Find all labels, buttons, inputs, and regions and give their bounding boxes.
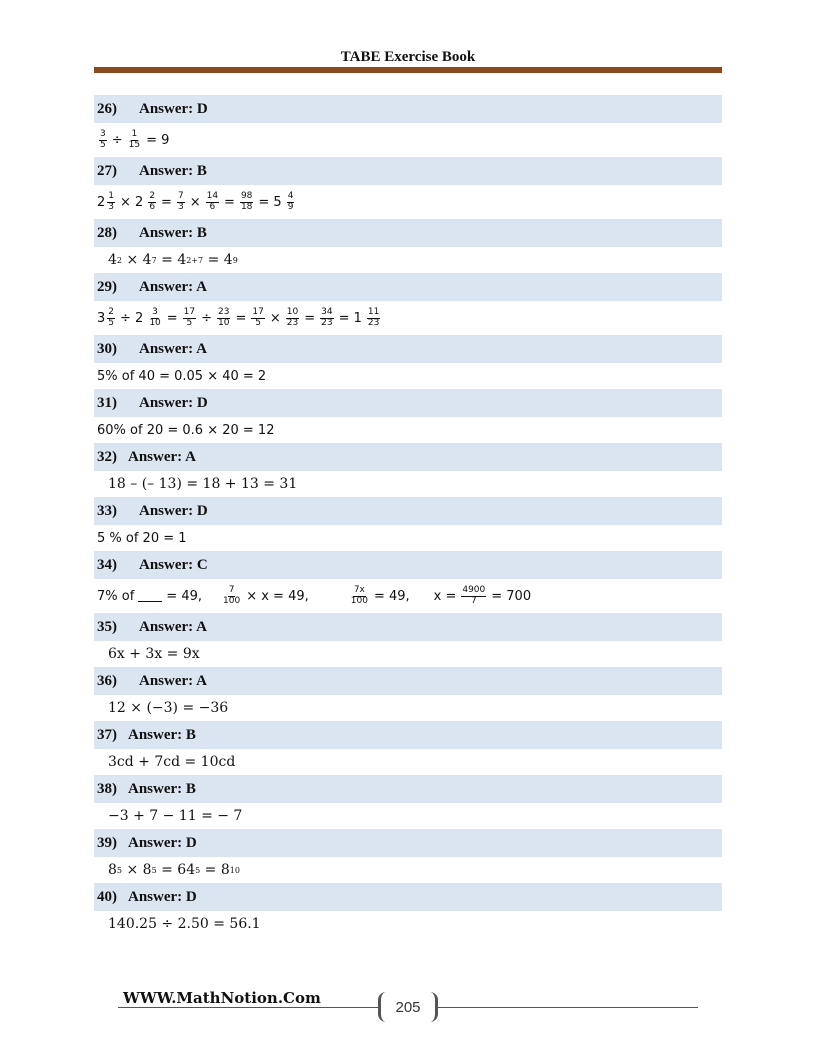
answer-40-bar [94, 883, 722, 911]
solution-40: 140.25 ÷ 2.50 = 56.1 [108, 916, 261, 932]
answer-31-bar [94, 389, 722, 417]
solution-29: 3 $\frac{2}{5}$ ÷ 2 $\frac{3}{10}$ = $\frac{17}{5}$ ÷ $\frac{23}{10}$ = $\frac{17}{5}$ × $\frac{10}{23}$ = $\frac{34}{23}$ = 1 $\frac{11}{23}$ [97, 307, 380, 328]
answer-key [94, 95, 722, 937]
answer-28-bar [94, 219, 722, 247]
answer-32-bar [94, 443, 722, 471]
answer-label: Answer: D [128, 834, 197, 851]
question-number: 35) [97, 618, 117, 635]
solution-30: 5% of 40 = 0.05 × 40 = 2 [97, 368, 267, 384]
answer-26-bar [94, 95, 722, 123]
question-number: 28) [97, 224, 117, 241]
answer-label: Answer: D [128, 888, 197, 905]
blank-line [138, 590, 162, 602]
question-number: 40) [97, 888, 117, 905]
answer-label: Answer: B [139, 162, 207, 179]
header-divider [94, 67, 722, 73]
answer-label: Answer: D [139, 502, 208, 519]
question-number: 38) [97, 780, 117, 797]
question-number: 34) [97, 556, 117, 573]
solution-26: $\frac{3}{5}$ ÷ $\frac{1}{15}$ = 9 [100, 129, 170, 150]
question-number: 32) [97, 448, 117, 465]
answer-37-bar [94, 721, 722, 749]
solution-33: 5 % of 20 = 1 [97, 530, 187, 546]
footer-rule-left [118, 1007, 380, 1008]
solution-39: 8 5 × 8 5 = 64 5 = 8 10 [108, 862, 240, 878]
solution-31: 60% of 20 = 0.6 × 20 = 12 [97, 422, 275, 438]
answer-label: Answer: B [128, 726, 196, 743]
question-number: 29) [97, 278, 117, 295]
footer-website: WWW.MathNotion.Com [123, 989, 321, 1007]
answer-label: Answer: A [139, 340, 207, 357]
question-number: 36) [97, 672, 117, 689]
answer-29-bar [94, 273, 722, 301]
answer-label: Answer: A [128, 448, 196, 465]
solution-38: −3 + 7 − 11 = − 7 [108, 808, 243, 824]
question-number: 39) [97, 834, 117, 851]
question-number: 26) [97, 100, 117, 117]
solution-32: 18 – (– 13) = 18 + 13 = 31 [108, 476, 298, 492]
answer-33-bar [94, 497, 722, 525]
answer-label: Answer: C [139, 556, 208, 573]
answer-label: Answer: A [139, 672, 207, 689]
answer-30-bar [94, 335, 722, 363]
answer-27-bar [94, 157, 722, 185]
question-number: 30) [97, 340, 117, 357]
answer-38-bar [94, 775, 722, 803]
footer-rule-right [436, 1007, 698, 1008]
answer-39-bar [94, 829, 722, 857]
answer-label: Answer: A [139, 278, 207, 295]
question-number: 33) [97, 502, 117, 519]
page-header-title: TABE Exercise Book [340, 49, 476, 65]
answer-label: Answer: A [139, 618, 207, 635]
answer-label: Answer: B [139, 224, 207, 241]
answer-34-bar [94, 551, 722, 579]
solution-34: 7% of = 49, $\frac{7}{100}$ × x = 49, $\frac{7x}{100}$ = 49, x = $\frac{4900}{7}$ = 700 [97, 585, 532, 606]
answer-35-bar [94, 613, 722, 641]
page-number: 205 [378, 992, 438, 1022]
question-number: 37) [97, 726, 117, 743]
solution-36: 12 × (−3) = −36 [108, 700, 229, 716]
question-number: 31) [97, 394, 117, 411]
answer-label: Answer: D [139, 394, 208, 411]
solution-35: 6x + 3x = 9x [108, 646, 200, 662]
answer-36-bar [94, 667, 722, 695]
solution-37: 3cd + 7cd = 10cd [108, 754, 236, 770]
answer-label: Answer: D [139, 100, 208, 117]
question-number: 27) [97, 162, 117, 179]
answer-label: Answer: B [128, 780, 196, 797]
solution-27: 2 $\frac{1}{3}$ × 2 $\frac{2}{6}$ = $\frac{7}{3}$ × $\frac{14}{6}$ = $\frac{98}{18}$ = 5 $\frac{4}{9}$ [97, 191, 294, 212]
solution-28: 4 2 × 4 7 = 4 2+7 = 4 9 [108, 252, 238, 268]
